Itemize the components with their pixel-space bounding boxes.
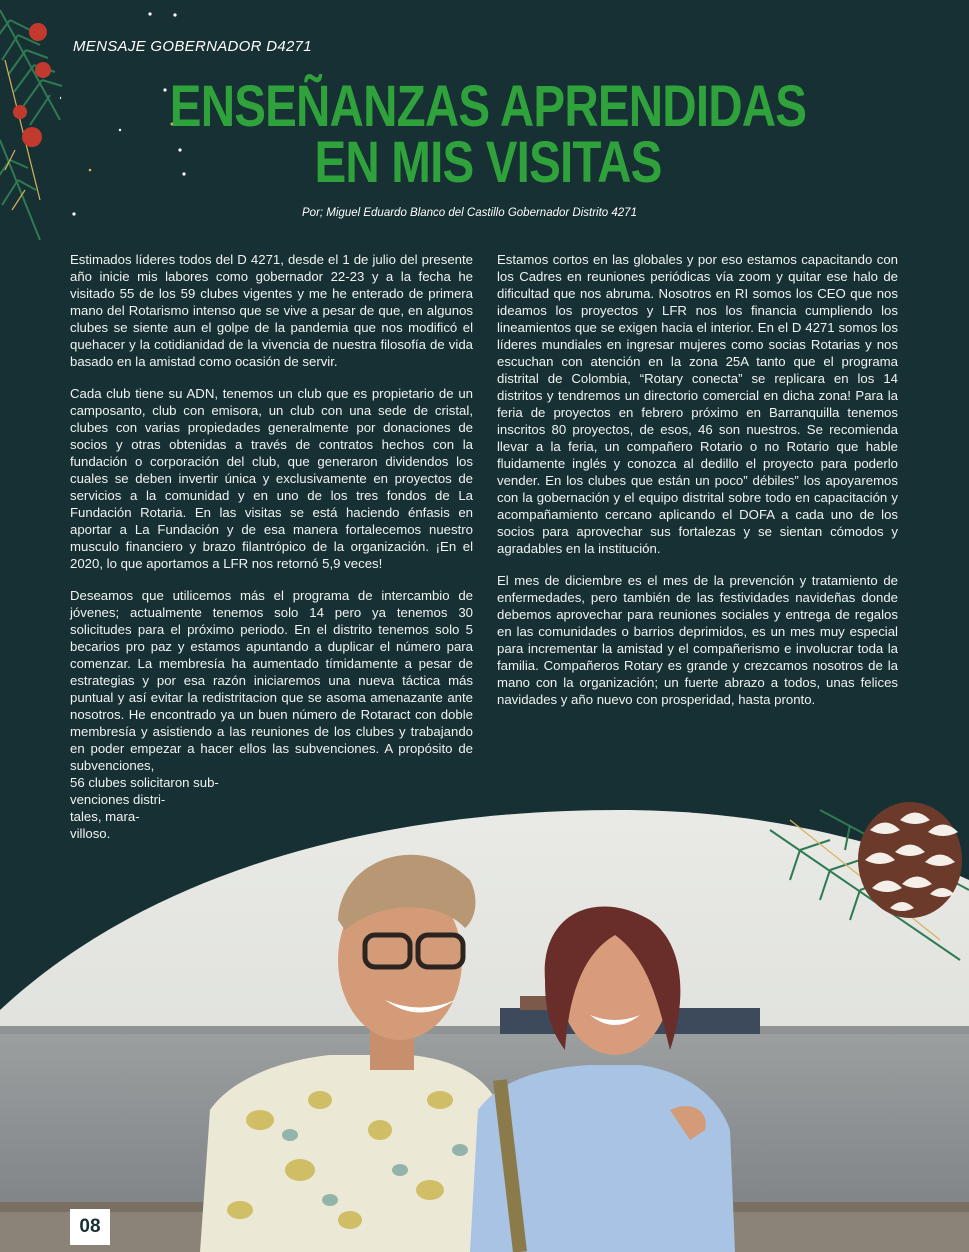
section-label: MENSAJE GOBERNADOR D4271 (73, 38, 312, 55)
article-title-line-2: EN MIS VISITAS (314, 130, 662, 195)
tail-line: tales, mara- (70, 809, 140, 824)
right-column (497, 251, 898, 723)
tail-line: 56 clubes solicitaron sub- (70, 775, 219, 790)
pine-cone-decoration (760, 790, 969, 980)
byline: Por; Miguel Eduardo Blanco del Castillo Gobernador Distrito 4271 (302, 207, 637, 219)
paragraph: Estimados líderes todos del D 4271, desde el 1 de julio del presente año inicie mis labores como gobernador 22-23 y a la fecha he visitado 55 de los 59 clubes vigentes y me he enterado de primera mano del Rotarismo intenso que se vive a pesar de que, en algunos clubes se siente aun el golpe de la pandemia que nos modificó el quehacer y la cotidianidad de la vivencia de nuestra filosofía de vida basado en la amistad como ocasión de servir. (70, 252, 473, 369)
left-column (70, 251, 473, 842)
paragraph: Estamos cortos en las globales y por eso estamos capacitando con los Cadres en reuniones periódicas vía zoom y quitar ese halo de dificultad que nos abruma. Nosotros en RI somos los CEO que nos ideamos los proyectos y LFR nos los financia cumpliendo los lineamientos que se exigen hacia el interior. En el D 4271 somos los líderes mundiales en ingresar mujeres como socias Rotarias y nos escuchan con atención en la zona 25A tanto que el programa distrital de Colombia, “Rotary conecta” se replicara en los 14 distritos y tendremos un directorio comercial en dicha zona! Para la feria de proyectos en febrero próximo en Barranquilla tenemos inscritos 80 proyectos, de esos, 46 son nuestros. Se recomienda llevar a la feria, un compañero Rotario o no Rotario que hable fluidamente inglés y conozca al dedillo el proyecto para poderlo vender. En los clubes que están un poco” débiles” los apoyaremos con la gobernación y el equipo distrital sobre todo en capacitación y acompañamiento cercano aplicando el DOFA a cada uno de los socios para aprovechar sus fortalezas y se sientan cómodos y agradables en la institución. (497, 252, 898, 556)
paragraph: Cada club tiene su ADN, tenemos un club que es propietario de un camposanto, club con emisora, un club con una sede de cristal, clubes con varias propiedades generalmente por donaciones de socios y otras obtenidas a través de contratos hechos con la fundación o corporación del club, que generaron dividendos los cuales se deben invertir única y exclusivamente en proyectos de servicios a la comunidad y en uno de los tres fondos de La Fundación Rotaria. En las visitas se está haciendo énfasis en aportar a La Fundación y de esa manera fortalecemos nuestro musculo financiero y brazo filantrópico de la organización. ¡En el 2020, lo que aportamos a LFR nos retornó 5,9 veces! (70, 386, 473, 571)
tail-line: villoso. (70, 826, 111, 841)
article-title-line-1: ENSEÑANZAS APRENDIDAS (169, 74, 807, 139)
tail-line: venciones distri- (70, 792, 166, 807)
paragraph: El mes de diciembre es el mes de la prevención y tratamiento de enfermedades, pero también de las festividades navideñas donde debemos aprovechar para reuniones sociales y entrega de regalos en las comunidades o barrios deprimidos, es un mes muy especial para incrementar la amistad y el compañerismo e involucrar toda la familia. Compañeros Rotary es grande y crezcamos nosotros de la mano con la organización; un fuerte abrazo a todos, unas felices navidades y año nuevo con prosperidad, hasta pronto. (497, 573, 898, 707)
page-number: 08 (70, 1209, 110, 1245)
paragraph: Deseamos que utilicemos más el programa de intercambio de jóvenes; actualmente tenemos solo 14 pero ya tenemos 30 solicitudes para el próximo periodo. En el distrito tenemos solo 5 becarios pro paz y estamos apuntando a duplicar el número para comenzar. La membresía ha aumentado tímidamente a pesar de estrategias y por esa razón iniciaremos una nueva táctica más puntual y así evitar la redistritacion que se asoma amenazante ante nosotros. He encontrado ya un buen número de Rotaract con doble membresía y asistiendo a las reuniones de los clubes y trabajando en poder empezar a hacer ellos las subvenciones. A propósito de subvenciones, (70, 588, 473, 773)
